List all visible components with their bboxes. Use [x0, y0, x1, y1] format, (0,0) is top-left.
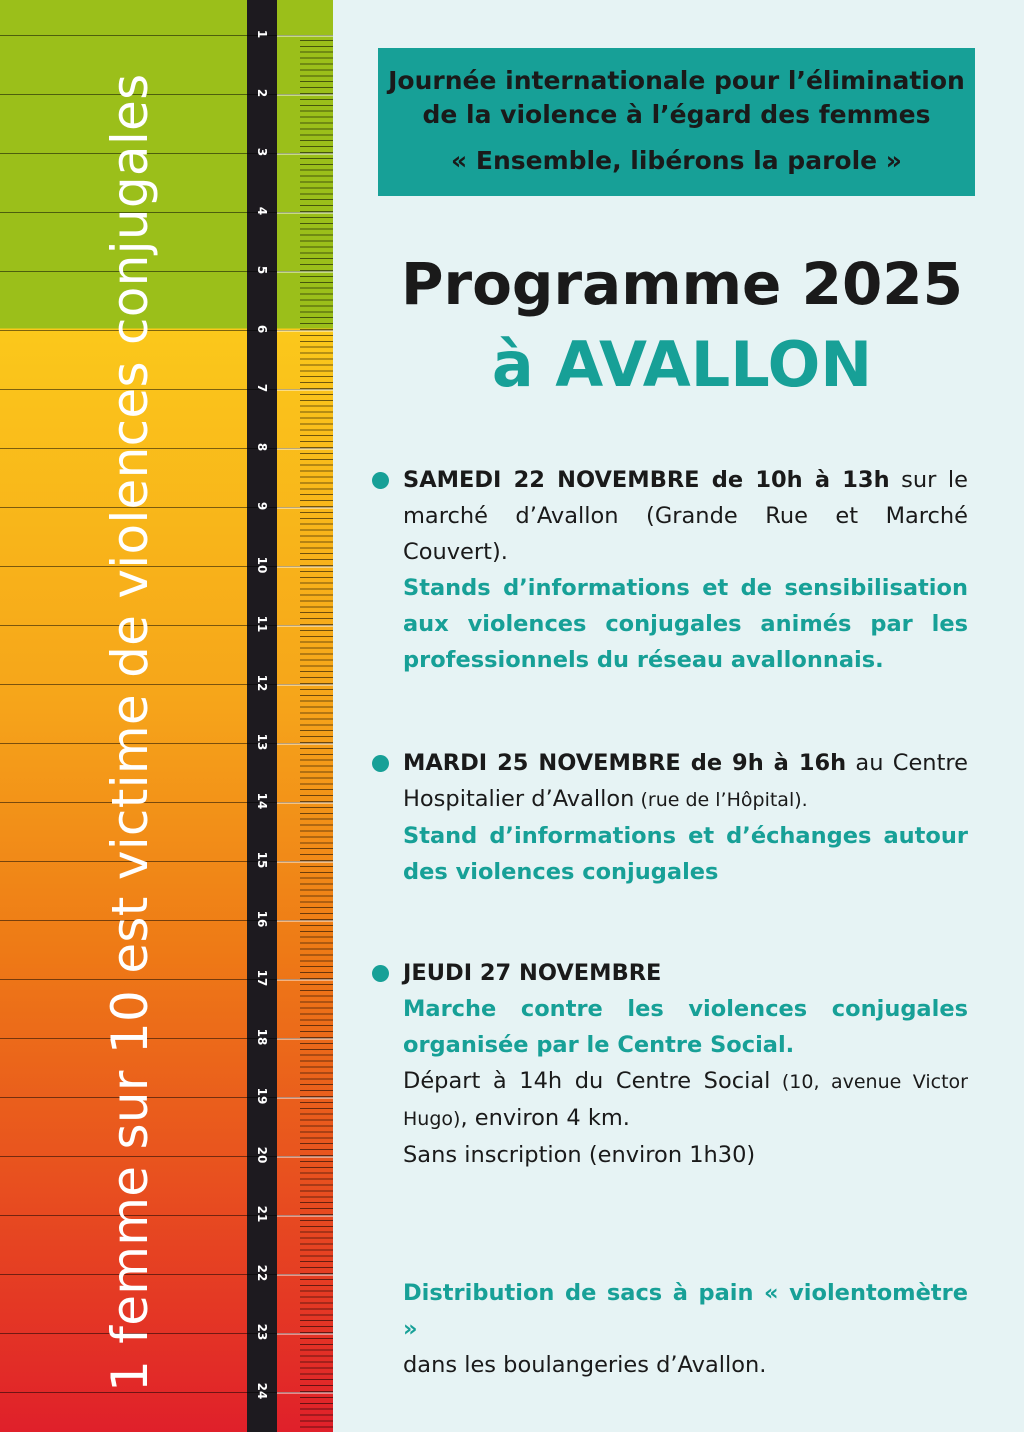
event-address: (10, avenue Victor Hugo) — [403, 1071, 968, 1130]
ruler-line — [0, 1215, 333, 1216]
ruler-number: 23 — [255, 1323, 269, 1341]
ruler-line — [0, 35, 333, 36]
event-detail: Départ à 14h du Centre Social — [403, 1068, 771, 1094]
banner-quote: « Ensemble, libérons la parole » — [451, 146, 902, 175]
ruler-line — [0, 920, 333, 921]
ruler-line — [0, 861, 333, 862]
ruler-number: 20 — [255, 1146, 269, 1164]
footer-text: dans les boulangeries d’Avallon. — [403, 1352, 767, 1378]
ruler-number: 13 — [255, 733, 269, 751]
ruler-number: 17 — [255, 969, 269, 987]
ruler-number: 22 — [255, 1264, 269, 1282]
ruler-ticks — [300, 35, 333, 1432]
ruler-line — [0, 684, 333, 685]
event-date: SAMEDI 22 NOVEMBRE de 10h à 13h — [403, 467, 890, 493]
event-distance: , environ 4 km. — [460, 1105, 630, 1131]
event-description: Marche contre les violences conjugales organisée par le Centre Social. — [403, 996, 968, 1058]
ruler-line — [0, 507, 333, 508]
ruler-number: 24 — [255, 1382, 269, 1400]
footer-highlight: Distribution de sacs à pain « violentomètre » — [403, 1280, 968, 1342]
page-title: Programme 2025 — [400, 250, 964, 318]
banner-line-2: de la violence à l’égard des femmes — [422, 100, 931, 129]
ruler-line — [0, 389, 333, 390]
violentometre-gradient-strip — [0, 0, 333, 1432]
ruler-line — [0, 1333, 333, 1334]
ruler-number: 2 — [255, 88, 269, 98]
event-description: Stands d’informations et de sensibilisation aux violences conjugales animés par les professionnels du réseau avallonnais. — [403, 575, 968, 673]
event-2 — [403, 745, 968, 890]
bullet-icon — [372, 755, 389, 772]
footer-note — [403, 1275, 968, 1383]
event-place: au Centre Hospitalier d’Avallon — [403, 750, 968, 812]
ruler-number: 16 — [255, 910, 269, 928]
event-place-detail: (rue de l’Hôpital). — [634, 789, 808, 811]
event-date: MARDI 25 NOVEMBRE de 9h à 16h — [403, 750, 847, 776]
ruler-line — [0, 330, 333, 331]
event-banner — [378, 48, 975, 196]
ruler-number: 12 — [255, 674, 269, 692]
banner-line-1: Journée internationale pour l’élimination — [388, 66, 965, 95]
ruler-line — [0, 448, 333, 449]
bullet-icon — [372, 965, 389, 982]
ruler-number: 10 — [255, 556, 269, 574]
ruler-line — [0, 1274, 333, 1275]
ruler-line — [0, 979, 333, 980]
ruler-number: 18 — [255, 1028, 269, 1046]
ruler-number: 19 — [255, 1087, 269, 1105]
ruler-number: 5 — [255, 265, 269, 275]
ruler-number: 3 — [255, 147, 269, 157]
ruler-line — [0, 271, 333, 272]
slogan: 1 femme sur 10 est victime de violences conjugales — [101, 73, 159, 1392]
ruler-line — [0, 212, 333, 213]
ruler-line — [0, 625, 333, 626]
ruler-line — [0, 1097, 333, 1098]
ruler-number: 21 — [255, 1205, 269, 1223]
bullet-icon — [372, 472, 389, 489]
ruler-line — [0, 94, 333, 95]
ruler-number: 9 — [255, 501, 269, 511]
ruler-number: 4 — [255, 206, 269, 216]
ruler-line — [0, 153, 333, 154]
ruler-number: 7 — [255, 383, 269, 393]
ruler-line — [0, 1156, 333, 1157]
ruler-number: 6 — [255, 324, 269, 334]
ruler-number: 8 — [255, 442, 269, 452]
ruler-line — [0, 802, 333, 803]
event-note: Sans inscription (environ 1h30) — [403, 1142, 756, 1168]
city-title: à AVALLON — [491, 328, 873, 401]
ruler-number: 1 — [255, 29, 269, 39]
ruler-line — [0, 743, 333, 744]
ruler-line — [0, 566, 333, 567]
ruler-number: 11 — [255, 615, 269, 633]
ruler-line — [0, 1392, 333, 1393]
event-description: Stand d’informations et d’échanges autour des violences conjugales — [403, 823, 968, 885]
event-date: JEUDI 27 NOVEMBRE — [403, 960, 662, 986]
ruler-line — [0, 1038, 333, 1039]
ruler-number: 14 — [255, 792, 269, 810]
event-3 — [403, 955, 968, 1173]
event-1 — [403, 462, 968, 678]
event-place: sur le marché d’Avallon (Grande Rue et Marché Couvert). — [403, 467, 968, 565]
ruler-number: 15 — [255, 851, 269, 869]
